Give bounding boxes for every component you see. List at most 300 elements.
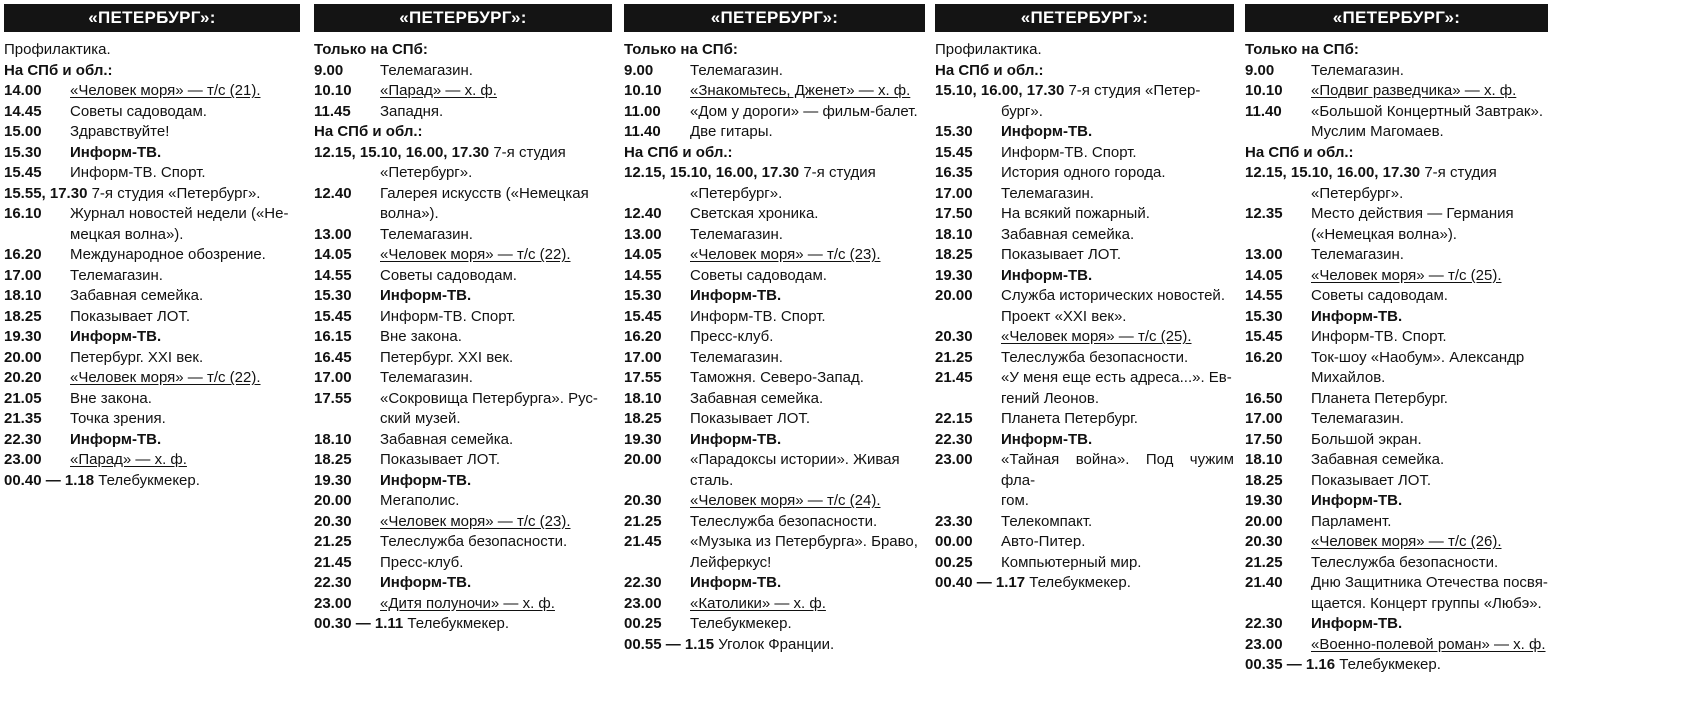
program-entry — [1245, 512, 1548, 533]
program-title-text: Информ-ТВ. Спорт. — [690, 307, 826, 325]
program-time: 10.10 — [624, 82, 662, 99]
program-time: 23.30 — [935, 512, 973, 530]
program-title — [380, 327, 612, 348]
program-time: 22.30 — [624, 574, 662, 591]
section-heading: Только на СПб: — [624, 41, 738, 58]
program-entry — [1245, 573, 1548, 594]
program-title-continuation: ский музей. — [380, 410, 461, 427]
program-time: 14.55 — [1245, 287, 1283, 304]
program-entry — [1245, 266, 1548, 287]
program-title — [690, 225, 925, 246]
program-title-text: Информ-ТВ. — [690, 574, 782, 591]
program-entry — [4, 204, 300, 225]
program-time: 23.00 — [935, 451, 973, 468]
program-entry — [4, 163, 300, 184]
program-title — [380, 61, 612, 82]
program-title-text: Забавная семейка. — [380, 430, 514, 448]
program-title-text: Телемагазин. — [690, 61, 783, 79]
program-entry — [1245, 102, 1548, 123]
program-entry — [624, 450, 925, 471]
program-title-text: «У меня еще есть адреса...». Ев- — [1001, 369, 1232, 386]
program-entry — [314, 102, 612, 123]
program-title-text: Планета Петербург. — [1001, 410, 1138, 427]
program-title-text: «Парад» — х. ф. — [380, 82, 497, 99]
program-time: 17.55 — [314, 389, 352, 407]
program-time: 00.00 — [935, 533, 973, 550]
program-title-text: Светская хроника. — [690, 205, 819, 222]
program-entry — [935, 327, 1234, 348]
program-title-continuation: мецкая волна»). — [70, 225, 184, 243]
program-title: Уголок Франции. — [714, 635, 835, 653]
program-time: 10.10 — [1245, 82, 1283, 99]
program-time: 12.15, 15.10, 16.00, 17.30 — [1245, 164, 1421, 181]
program-title-text: «Парад» — х. ф. — [70, 451, 187, 468]
program-title — [690, 389, 925, 410]
program-title-text: Телемагазин. — [1001, 184, 1094, 202]
program-title-text: Информ-ТВ. Спорт. — [380, 307, 516, 325]
program-title-text: Две гитары. — [690, 123, 773, 140]
program-entry — [624, 102, 925, 123]
program-time: 00.25 — [624, 615, 662, 632]
program-title — [1311, 81, 1548, 102]
program-time: 23.00 — [314, 594, 352, 612]
program-title-text: Здравствуйте! — [70, 123, 170, 140]
program-title-text: Вне закона. — [70, 389, 152, 407]
program-time: 18.10 — [935, 225, 973, 243]
program-time: 17.00 — [314, 369, 352, 386]
program-title-text: Информ-ТВ. — [70, 430, 162, 448]
program-time: 21.40 — [1245, 574, 1283, 591]
program-entry — [4, 368, 300, 389]
program-title — [690, 61, 925, 82]
program-title — [1001, 184, 1234, 205]
program-time: 11.00 — [624, 102, 661, 120]
program-title-continuation: «Петербург». — [690, 184, 783, 202]
program-title-text: Таможня. Северо-Запад. — [690, 369, 864, 386]
program-entry — [935, 430, 1234, 451]
program-title — [1001, 348, 1234, 369]
program-entry — [1245, 389, 1548, 410]
program-time: 20.00 — [4, 348, 42, 366]
column-header: «ПЕТЕРБУРГ»: — [314, 4, 612, 32]
program-title — [1001, 143, 1234, 164]
program-entry — [314, 594, 612, 615]
program-list — [314, 40, 612, 635]
program-entry — [1245, 204, 1548, 225]
program-title-text: «Католики» — х. ф. — [690, 594, 826, 612]
program-entry — [314, 348, 612, 369]
program-time: 17.00 — [1245, 410, 1283, 427]
program-title — [1311, 266, 1548, 287]
program-entry — [4, 409, 300, 430]
program-entry — [4, 266, 300, 287]
program-title-text: «Человек моря» — т/с (25). — [1311, 266, 1502, 284]
program-time: 15.45 — [624, 307, 662, 325]
program-time: 22.30 — [935, 430, 973, 448]
schedule-column-1 — [4, 4, 300, 491]
program-time: 19.30 — [314, 471, 352, 489]
program-title-text: Телемагазин. — [1311, 61, 1404, 79]
program-title — [1311, 61, 1548, 82]
program-title — [70, 368, 300, 389]
program-entry — [624, 225, 925, 246]
program-time: 16.45 — [314, 348, 352, 366]
program-title-continuation: Лейферкус! — [690, 553, 772, 571]
program-title — [70, 143, 300, 164]
program-title — [690, 368, 925, 389]
program-title-text: Телемагазин. — [1311, 410, 1404, 427]
program-title — [690, 430, 925, 451]
program-title: 7-я студия — [1420, 164, 1497, 181]
program-time: 11.40 — [1245, 102, 1282, 120]
program-title-continuation: Проект «XXI век». — [1001, 307, 1127, 325]
program-title — [1311, 450, 1548, 471]
program-title — [1001, 430, 1234, 451]
program-time: 23.00 — [4, 451, 42, 468]
program-time: 16.20 — [1245, 348, 1283, 366]
program-title-text: Мегаполис. — [380, 492, 460, 509]
program-title-text: На всякий пожарный. — [1001, 205, 1150, 222]
program-title — [70, 348, 300, 369]
program-time: 22.15 — [935, 410, 973, 427]
program-title-text: «Человек моря» — т/с (21). — [70, 82, 261, 99]
program-entry — [1245, 245, 1548, 266]
program-title — [690, 614, 925, 635]
program-title — [380, 450, 612, 471]
program-time: 20.00 — [935, 287, 973, 304]
program-time: 14.05 — [624, 246, 662, 263]
program-entry — [624, 61, 925, 82]
program-title-text: Точка зрения. — [70, 410, 166, 427]
program-list — [935, 40, 1234, 594]
program-entry — [935, 204, 1234, 225]
program-title-text: Телеслужба безопасности. — [690, 512, 878, 530]
program-time: 21.05 — [4, 389, 42, 407]
program-entry — [314, 184, 612, 205]
program-title — [690, 122, 925, 143]
program-title — [70, 430, 300, 451]
program-title — [1311, 327, 1548, 348]
program-entry — [624, 389, 925, 410]
program-title — [690, 573, 925, 594]
program-entry — [314, 553, 612, 574]
program-time: 18.25 — [4, 307, 42, 325]
program-entry — [935, 286, 1234, 307]
program-time: 14.55 — [624, 266, 662, 284]
program-entry — [1245, 409, 1548, 430]
program-title-text: Место действия — Германия — [1311, 205, 1514, 222]
program-title — [690, 286, 925, 307]
program-entry — [314, 61, 612, 82]
program-title-text: Ток-шоу «Наобум». Александр — [1311, 348, 1525, 366]
program-title-text: Информ-ТВ. — [380, 287, 472, 304]
program-time: 14.45 — [4, 102, 42, 120]
program-title-text: Телебукмекер. — [690, 615, 792, 632]
program-title — [70, 307, 300, 328]
program-time: 16.10 — [4, 205, 42, 222]
program-time: 16.50 — [1245, 389, 1283, 407]
program-title-continuation: Муслим Магомаев. — [1311, 123, 1444, 140]
program-title — [690, 245, 925, 266]
program-title-text: Информ-ТВ. — [1001, 266, 1093, 284]
column-header: «ПЕТЕРБУРГ»: — [4, 4, 300, 32]
program-time: 22.30 — [314, 574, 352, 591]
program-title-text: Большой экран. — [1311, 430, 1422, 448]
program-title-continuation: «Петербург». — [1311, 184, 1404, 202]
program-entry — [935, 512, 1234, 533]
program-title-text: Информ-ТВ. Спорт. — [70, 164, 206, 181]
program-time: 14.05 — [1245, 266, 1283, 284]
schedule-column-3 — [624, 4, 925, 655]
program-time: 18.10 — [1245, 451, 1283, 468]
program-time: 15.45 — [314, 307, 352, 325]
program-title — [380, 389, 612, 410]
program-time: 18.25 — [314, 451, 352, 468]
program-title-text: Советы садоводам. — [690, 266, 827, 284]
program-title — [1311, 553, 1548, 574]
program-time: 20.00 — [624, 451, 662, 468]
program-title-text: Информ-ТВ. — [690, 287, 782, 304]
program-title — [380, 491, 612, 512]
program-title — [380, 553, 612, 574]
program-time: 21.25 — [314, 533, 352, 550]
program-title — [690, 204, 925, 225]
program-entry — [314, 286, 612, 307]
program-entry — [624, 266, 925, 287]
program-entry — [314, 430, 612, 451]
program-title — [690, 266, 925, 287]
program-title-text: Телеслужба безопасности. — [1001, 348, 1189, 366]
program-time: 00.30 — 1.11 — [314, 615, 404, 632]
program-time: 23.00 — [624, 594, 662, 612]
program-time: 13.00 — [624, 225, 662, 243]
program-entry — [624, 635, 925, 656]
program-title — [380, 512, 612, 533]
program-title — [1311, 204, 1548, 225]
program-time: 16.20 — [4, 246, 42, 263]
program-title — [1311, 614, 1548, 635]
program-title — [380, 573, 612, 594]
program-entry — [314, 450, 612, 471]
program-title-text: «Тайная война». Под чужим фла- — [1001, 451, 1234, 489]
program-title-text: Советы садоводам. — [380, 266, 517, 284]
program-entry — [4, 143, 300, 164]
program-title-text: Телеслужба безопасности. — [380, 533, 568, 550]
program-time: 23.00 — [1245, 635, 1283, 653]
program-title — [380, 81, 612, 102]
program-title-text: Показывает ЛОТ. — [70, 307, 191, 325]
program-time: 21.45 — [935, 369, 973, 386]
schedule-column-5 — [1245, 4, 1548, 676]
program-time: 11.40 — [624, 123, 661, 140]
program-title — [690, 594, 925, 615]
program-title — [690, 491, 925, 512]
program-entry — [935, 573, 1234, 594]
program-entry — [1245, 491, 1548, 512]
program-time: 16.15 — [314, 328, 352, 345]
program-title-text: Компьютерный мир. — [1001, 553, 1142, 571]
program-entry — [1245, 286, 1548, 307]
program-title — [1311, 348, 1548, 369]
program-time: 15.45 — [1245, 328, 1283, 345]
program-title — [1311, 471, 1548, 492]
program-time: 15.45 — [935, 143, 973, 161]
program-entry — [1245, 163, 1548, 184]
section-heading: На СПб и обл.: — [1245, 143, 1354, 161]
program-title — [1001, 266, 1234, 287]
program-time: 00.35 — 1.16 — [1245, 656, 1336, 673]
program-entry — [624, 163, 925, 184]
program-time: 15.30 — [935, 123, 973, 140]
program-entry — [4, 389, 300, 410]
program-entry — [4, 102, 300, 123]
program-title — [690, 327, 925, 348]
program-entry — [935, 122, 1234, 143]
program-entry — [314, 245, 612, 266]
program-entry — [1245, 553, 1548, 574]
program-entry — [935, 532, 1234, 553]
program-time: 17.50 — [1245, 430, 1283, 448]
program-entry — [624, 327, 925, 348]
program-time: 18.10 — [624, 389, 662, 407]
program-time: 12.40 — [314, 184, 352, 202]
program-title-text: Телемагазин. — [380, 369, 473, 386]
program-title-text: Телемагазин. — [690, 348, 783, 366]
program-time: 22.30 — [1245, 615, 1283, 632]
program-time: 19.30 — [4, 328, 42, 345]
program-entry — [314, 266, 612, 287]
program-time: 12.15, 15.10, 16.00, 17.30 — [314, 143, 490, 161]
program-title — [1311, 635, 1548, 656]
program-title-text: Информ-ТВ. — [380, 574, 472, 591]
program-title — [1001, 286, 1234, 307]
program-entry — [314, 307, 612, 328]
program-time: 21.25 — [624, 512, 662, 530]
program-time: 16.35 — [935, 164, 973, 181]
program-entry — [935, 245, 1234, 266]
program-title-text: Западня. — [380, 102, 444, 120]
program-title-text: «Человек моря» — т/с (24). — [690, 492, 881, 509]
program-time: 17.50 — [935, 205, 973, 222]
program-title — [1311, 307, 1548, 328]
program-title — [70, 122, 300, 143]
program-entry — [624, 573, 925, 594]
program-title-text: Показывает ЛОТ. — [380, 451, 501, 468]
program-title-text: Забавная семейка. — [690, 389, 824, 407]
program-title — [1311, 430, 1548, 451]
program-entry — [1245, 614, 1548, 635]
program-title-text: Информ-ТВ. — [70, 328, 162, 345]
program-title-text: Информ-ТВ. — [690, 430, 782, 448]
program-title-text: Петербург. XXI век. — [70, 348, 204, 366]
program-title — [380, 184, 612, 205]
program-entry — [1245, 348, 1548, 369]
program-time: 00.40 — 1.18 — [4, 471, 95, 489]
program-entry — [314, 368, 612, 389]
program-time: 15.30 — [1245, 307, 1283, 325]
program-title-text: Пресс-клуб. — [690, 328, 774, 345]
program-entry — [4, 471, 300, 492]
program-title — [380, 307, 612, 328]
program-title — [690, 532, 925, 553]
program-title-text: Телемагазин. — [690, 225, 783, 243]
program-title-continuation: бург». — [1001, 102, 1043, 120]
program-title — [380, 225, 612, 246]
program-title-text: «Музыка из Петербурга». Браво, — [690, 533, 918, 550]
program-entry — [1245, 61, 1548, 82]
program-title-text: Забавная семейка. — [1311, 451, 1445, 468]
program-entry — [314, 614, 612, 635]
program-title: Телебукмекер. — [1025, 574, 1131, 591]
program-entry — [935, 348, 1234, 369]
program-title — [1001, 368, 1234, 389]
program-entry — [624, 348, 925, 369]
program-title-text: «Человек моря» — т/с (26). — [1311, 533, 1502, 550]
program-title — [1001, 163, 1234, 184]
program-entry — [1245, 307, 1548, 328]
program-title — [70, 450, 300, 471]
column-header: «ПЕТЕРБУРГ»: — [935, 4, 1234, 32]
program-entry — [4, 286, 300, 307]
program-title-text: Планета Петербург. — [1311, 389, 1448, 407]
program-title-text: Советы садоводам. — [70, 102, 207, 120]
program-title-text: Информ-ТВ. — [1001, 430, 1093, 448]
program-entry — [624, 122, 925, 143]
program-title — [1311, 286, 1548, 307]
program-entry — [314, 143, 612, 164]
program-entry — [935, 184, 1234, 205]
program-time: 11.45 — [314, 102, 351, 120]
program-time: 22.30 — [4, 430, 42, 448]
program-title — [690, 512, 925, 533]
program-entry — [935, 225, 1234, 246]
column-header: «ПЕТЕРБУРГ»: — [624, 4, 925, 32]
program-title — [70, 81, 300, 102]
program-time: 20.00 — [1245, 512, 1283, 530]
program-time: 20.20 — [4, 369, 42, 386]
program-entry — [935, 81, 1234, 102]
program-title-text: «Человек моря» — т/с (22). — [380, 246, 571, 263]
program-title — [70, 204, 300, 225]
program-title — [70, 327, 300, 348]
program-title — [690, 409, 925, 430]
program-title-continuation: Михайлов. — [1311, 369, 1386, 386]
program-title — [1311, 409, 1548, 430]
program-title-text: «Дитя полуночи» — х. ф. — [380, 594, 555, 612]
program-time: 12.15, 15.10, 16.00, 17.30 — [624, 164, 800, 181]
program-time: 15.30 — [314, 287, 352, 304]
program-title — [1001, 122, 1234, 143]
program-time: 21.25 — [1245, 553, 1283, 571]
program-title — [690, 102, 925, 123]
program-time: 16.20 — [624, 328, 662, 345]
program-title — [1311, 573, 1548, 594]
program-time: 10.10 — [314, 82, 352, 99]
program-title — [1311, 389, 1548, 410]
program-title: Телебукмекер. — [1335, 656, 1441, 673]
program-time: 15.30 — [624, 287, 662, 304]
program-entry — [624, 532, 925, 553]
program-time: 17.00 — [4, 266, 42, 284]
program-title — [70, 245, 300, 266]
program-title — [690, 348, 925, 369]
program-title-text: Международное обозрение. — [70, 246, 266, 263]
program-title-text: Телемагазин. — [380, 225, 473, 243]
program-title: 7-я студия — [799, 164, 876, 181]
program-time: 13.00 — [314, 225, 352, 243]
program-title-text: Служба исторических новостей. — [1001, 287, 1225, 304]
section-heading: Только на СПб: — [1245, 41, 1359, 58]
